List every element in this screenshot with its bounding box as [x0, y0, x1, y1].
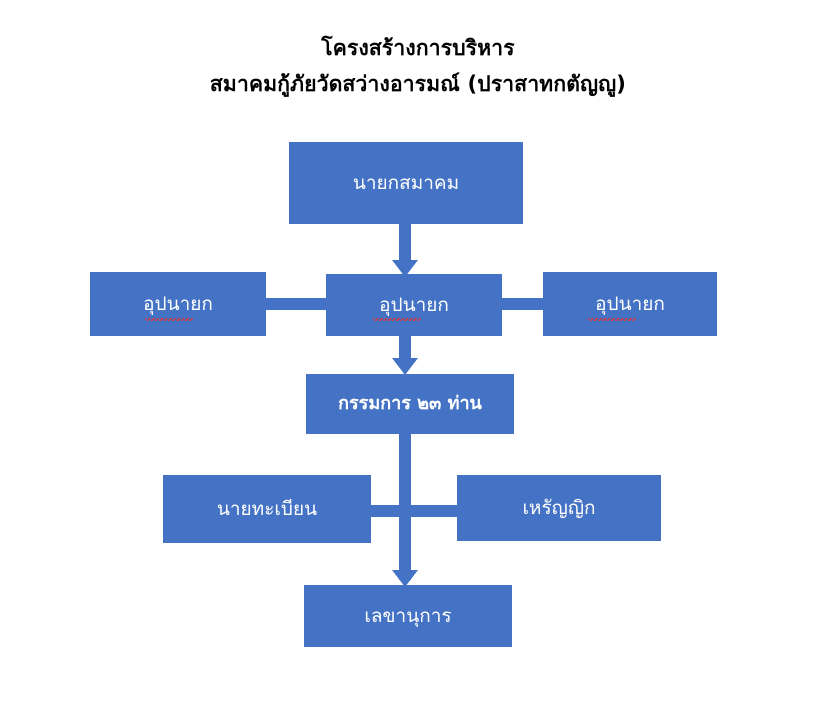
- chart-title: [0, 30, 836, 102]
- node-committee-label: กรรมการ ๒๓ ท่าน: [338, 393, 482, 415]
- node-registrar-label: นายทะเบียน: [216, 497, 318, 520]
- node-vice-president-right[interactable]: [543, 272, 717, 336]
- node-vice-president-left[interactable]: [90, 272, 266, 336]
- node-president[interactable]: [289, 142, 523, 224]
- node-treasurer-label: เหรัญญิก: [522, 496, 596, 519]
- connector-vice-right-to-center: [498, 298, 546, 310]
- node-treasurer[interactable]: [457, 475, 661, 541]
- node-registrar[interactable]: [163, 475, 371, 543]
- node-committee[interactable]: [306, 374, 514, 434]
- node-secretary-label: เลขานุการ: [364, 604, 452, 627]
- node-president-label: นายกสมาคม: [352, 171, 460, 194]
- spellcheck-underline-center: [373, 318, 421, 321]
- node-vice-left-label: อุปนายก: [143, 292, 213, 315]
- node-vice-president-center[interactable]: [326, 274, 502, 336]
- arrowhead-vice-to-committee: [392, 358, 418, 375]
- title-line-2: สมาคมกู้ภัยวัดสว่างอารมณ์ (ปราสาทกตัญญู): [209, 72, 627, 96]
- node-vice-center-label: อุปนายก: [379, 293, 449, 316]
- spellcheck-underline-left: [145, 318, 193, 321]
- spellcheck-underline-right: [588, 318, 636, 321]
- connector-treasurer-to-trunk: [399, 505, 464, 517]
- node-vice-right-label: อุปนายก: [595, 292, 665, 315]
- connector-vice-left-to-center: [262, 298, 332, 310]
- node-secretary[interactable]: [304, 585, 512, 647]
- connector-president-to-vice: [399, 224, 411, 264]
- title-line-1: โครงสร้างการบริหาร: [321, 36, 515, 60]
